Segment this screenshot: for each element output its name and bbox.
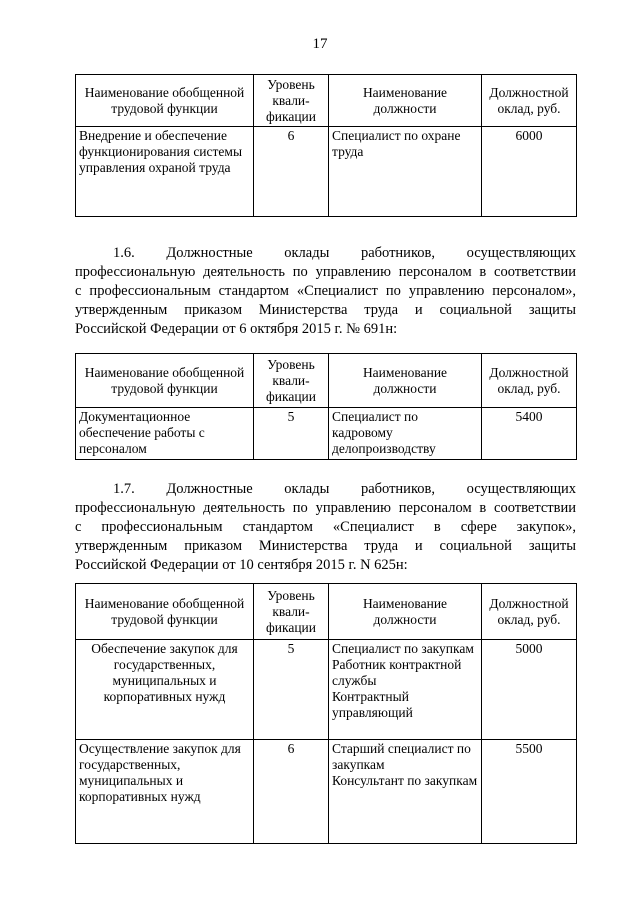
header-salary: Должностной оклад, руб. — [482, 584, 577, 640]
cell-position — [329, 740, 482, 844]
header-position: Наименование должности — [329, 584, 482, 640]
position-line: Консультант по закупкам — [332, 773, 478, 788]
paragraph-line: Российской Федерации от 6 октября 2015 г. № 691н: — [75, 321, 398, 337]
paragraph-1-6 — [75, 244, 576, 339]
cell-salary: 5400 — [482, 408, 577, 460]
header-salary: Должностной оклад, руб. — [482, 75, 577, 127]
cell-function: Документационное обеспечение работы с персоналом — [76, 408, 254, 460]
header-level: Уровень квали-фикации — [254, 75, 329, 127]
cell-position: Специалист по кадровому делопроизводству — [329, 408, 482, 460]
table-row — [76, 408, 577, 460]
header-level: Уровень квали-фикации — [254, 584, 329, 640]
header-salary: Должностной оклад, руб. — [482, 354, 577, 408]
cell-level: 6 — [254, 127, 329, 217]
paragraph-line: 1.6. Должностные оклады работников, осуществляющих — [113, 245, 576, 261]
paragraph-line: профессиональную деятельность по управлению персоналом в соответствии — [75, 264, 576, 280]
cell-function: Внедрение и обеспечение функционирования системы управления охраной труда — [76, 127, 254, 217]
paragraph-1-7 — [75, 480, 576, 575]
paragraph-line: утвержденным приказом Министерства труда и социальной защиты — [75, 302, 576, 318]
paragraph-line: профессиональную деятельность по управлению персоналом в соответствии — [75, 500, 576, 516]
paragraph-line: Российской Федерации от 10 сентября 2015 г. N 625н: — [75, 557, 408, 573]
cell-salary: 5500 — [482, 740, 577, 844]
cell-level: 6 — [254, 740, 329, 844]
paragraph-line: с профессиональным стандартом «Специалист в сфере закупок», — [75, 519, 576, 535]
position-line: Работник контрактной службы — [332, 657, 462, 688]
position-line: Специалист по закупкам — [332, 641, 474, 656]
header-position: Наименование должности — [329, 75, 482, 127]
salary-table-labor-safety — [75, 74, 577, 217]
cell-salary: 6000 — [482, 127, 577, 217]
paragraph-line: утвержденным приказом Министерства труда и социальной защиты — [75, 538, 576, 554]
position-line: Контрактный управляющий — [332, 689, 413, 720]
header-function: Наименование обобщенной трудовой функции — [76, 354, 254, 408]
table-row — [76, 740, 577, 844]
table-header-row — [76, 75, 577, 127]
header-function: Наименование обобщенной трудовой функции — [76, 584, 254, 640]
header-position: Наименование должности — [329, 354, 482, 408]
header-function: Наименование обобщенной трудовой функции — [76, 75, 254, 127]
cell-position — [329, 640, 482, 740]
salary-table-personnel — [75, 353, 577, 460]
page-number: 17 — [312, 36, 328, 52]
table-row — [76, 127, 577, 217]
table-row — [76, 640, 577, 740]
position-line: Старший специалист по закупкам — [332, 741, 471, 772]
salary-table-procurement — [75, 583, 577, 844]
header-level: Уровень квали-фикации — [254, 354, 329, 408]
cell-function: Осуществление закупок для государственных, муниципальных и корпоративных нужд — [76, 740, 254, 844]
cell-function: Обеспечение закупок для государственных, муниципальных и корпоративных нужд — [76, 640, 254, 740]
cell-level: 5 — [254, 640, 329, 740]
table-header-row — [76, 584, 577, 640]
cell-level: 5 — [254, 408, 329, 460]
paragraph-line: 1.7. Должностные оклады работников, осуществляющих — [113, 481, 576, 497]
table-header-row — [76, 354, 577, 408]
cell-position: Специалист по охране труда — [329, 127, 482, 217]
cell-salary: 5000 — [482, 640, 577, 740]
paragraph-line: с профессиональным стандартом «Специалист по управлению персоналом», — [75, 283, 576, 299]
